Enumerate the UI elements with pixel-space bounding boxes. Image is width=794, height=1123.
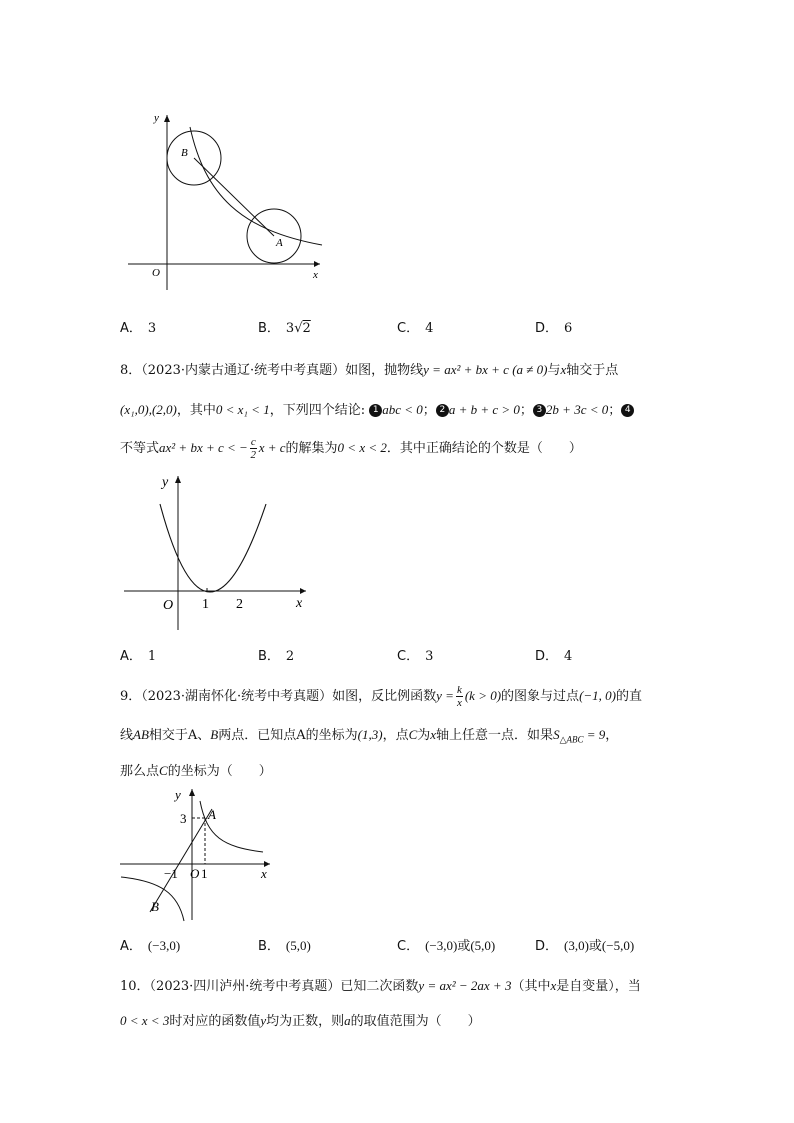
question-source: （2023·湖南怀化·统考中考真题） [141,689,333,704]
label-x: x [261,866,267,881]
option-d[interactable] [535,317,572,336]
option-value: (5,0) [285,938,311,953]
math-expr: (−1, 0) [579,688,616,703]
chord-ba [194,158,274,236]
option-b[interactable] [258,645,294,664]
option-b[interactable] [258,317,311,336]
label-a: A [276,237,283,249]
option-value: 4 [564,649,573,664]
tick-label-1: 1 [201,866,208,881]
math-expr: 0 < x < 2 [337,440,387,455]
label-y: y [162,475,169,490]
question-source: （2023·内蒙古通辽·统考中考真题） [141,363,346,378]
option-label: D． [535,321,559,336]
option-label: D． [535,649,559,664]
fraction: $\frac{k}{x}$ [456,684,462,709]
q10-line-2: 0 < x < 3时对应的函数值y均为正数，则a的取值范围为（ ） [120,1013,481,1029]
question-number: 8． [120,363,142,378]
question-number: 9． [120,689,142,704]
option-label: C． [397,939,420,954]
math-expr: (x₁,0),(2,0) [120,402,177,417]
x-axis-arrow [314,261,320,267]
sqrt-sign: √ [294,321,303,336]
tick-label-neg1: −1 [164,866,178,881]
option-value: 2 [285,649,295,664]
math-expr: $S_{\triangle ABC} = 9$ [553,727,606,745]
label-x: x [313,269,318,281]
label-b: B [151,899,159,914]
parabola-figure [120,470,320,635]
tick-label-3: 3 [180,811,187,826]
option-value: (−3,0)或(5,0) [425,938,496,953]
option-value: 6 [564,321,573,336]
q8-line-3: 不等式ax² + bx + c < − $\frac{c}{2}$ x + c的解集为0 < x < 2．其中正确结论的个数是（ ） [120,436,582,461]
inverse-function-figure [115,785,280,925]
option-value: 3√2 [285,321,311,336]
label-y: y [175,787,181,802]
option-label: C． [397,649,420,664]
circled-number-icon: 3 [533,404,546,417]
q8-line-2: (x₁,0),(2,0)，其中0 < x₁ < 1，下列四个结论: 1 abc < 0； 2 a + b + c > 0； 3 2b + 3c < 0； 4 [120,399,634,418]
option-d[interactable] [535,645,572,664]
q9-line-2: 线AB相交于A、B两点．已知点A的坐标为(1,3)，点C为x轴上任意一点．如果$S_{\triangle ABC} = 9$， [120,727,619,745]
label-o: O [190,866,200,881]
tick-label-1: 1 [202,597,209,612]
math-expr: ax² + bx + c < − [159,440,248,455]
q9-line-1: 9．（2023·湖南怀化·统考中考真题）如图，反比例函数y = $\frac{k}{x}$ (k > 0)的图象与过点(−1, 0)的直 [120,684,643,709]
option-value: 3 [425,649,434,664]
option-value: 4 [425,321,434,336]
option-label: A． [120,321,142,336]
math-expr: 0 < x < 3 [120,1013,170,1028]
circled-number-icon: 2 [436,404,449,417]
option-value: (−3,0) [147,938,181,953]
q10-line-1: 10．（2023·四川泸州·统考中考真题）已知二次函数y = ax² − 2ax + 3（其中x是自变量），当 [120,978,641,994]
circle-curve-figure [120,105,340,300]
option-a[interactable] [120,935,180,954]
question-source: （2023·四川泸州·统考中考真题） [149,979,341,994]
q9-line-3: 那么点C的坐标为（ ） [120,763,272,779]
label-y: y [154,112,159,124]
option-label: D． [535,939,559,954]
option-a[interactable] [120,317,156,336]
label-x: x [296,596,303,611]
label-b: B [181,147,188,159]
fraction: $\frac{c}{2}$ [250,436,257,461]
math-expr: y = ax² + bx + c (a ≠ 0) [423,362,548,377]
option-c[interactable] [397,935,495,954]
hyperbola-curve [190,127,322,245]
option-label: B． [258,321,280,336]
tick-label-2: 2 [236,597,243,612]
label-o: O [163,598,174,613]
y-axis-arrow [175,476,181,483]
option-label: B． [258,939,280,954]
option-value: (3,0)或(−5,0) [564,938,635,953]
option-label: A． [120,939,142,954]
option-label: C． [397,321,420,336]
option-a[interactable] [120,645,156,664]
option-value: 1 [147,649,157,664]
option-label: A． [120,649,142,664]
math-expr: 0 < x₁ < 1 [215,402,270,417]
y-axis-arrow [164,115,170,122]
x-axis-arrow [300,588,306,594]
option-label: B． [258,649,280,664]
parabola-curve [160,504,266,592]
option-value: 3 [147,321,157,336]
option-b[interactable] [258,935,311,954]
option-c[interactable] [397,317,433,336]
option-c[interactable] [397,645,433,664]
circled-number-icon: 1 [369,404,382,417]
circled-number-icon: 4 [621,404,634,417]
question-number: 10． [120,979,150,994]
label-o: O [152,267,160,279]
y-axis-arrow [189,789,195,796]
option-d[interactable] [535,935,634,954]
math-expr: y = ax² − 2ax + 3 [418,978,512,993]
label-a: A [208,807,216,822]
q8-line-1: 8．（2023·内蒙古通辽·统考中考真题）如图，抛物线y = ax² + bx + c (a ≠ 0)与x轴交于点 [120,362,619,378]
